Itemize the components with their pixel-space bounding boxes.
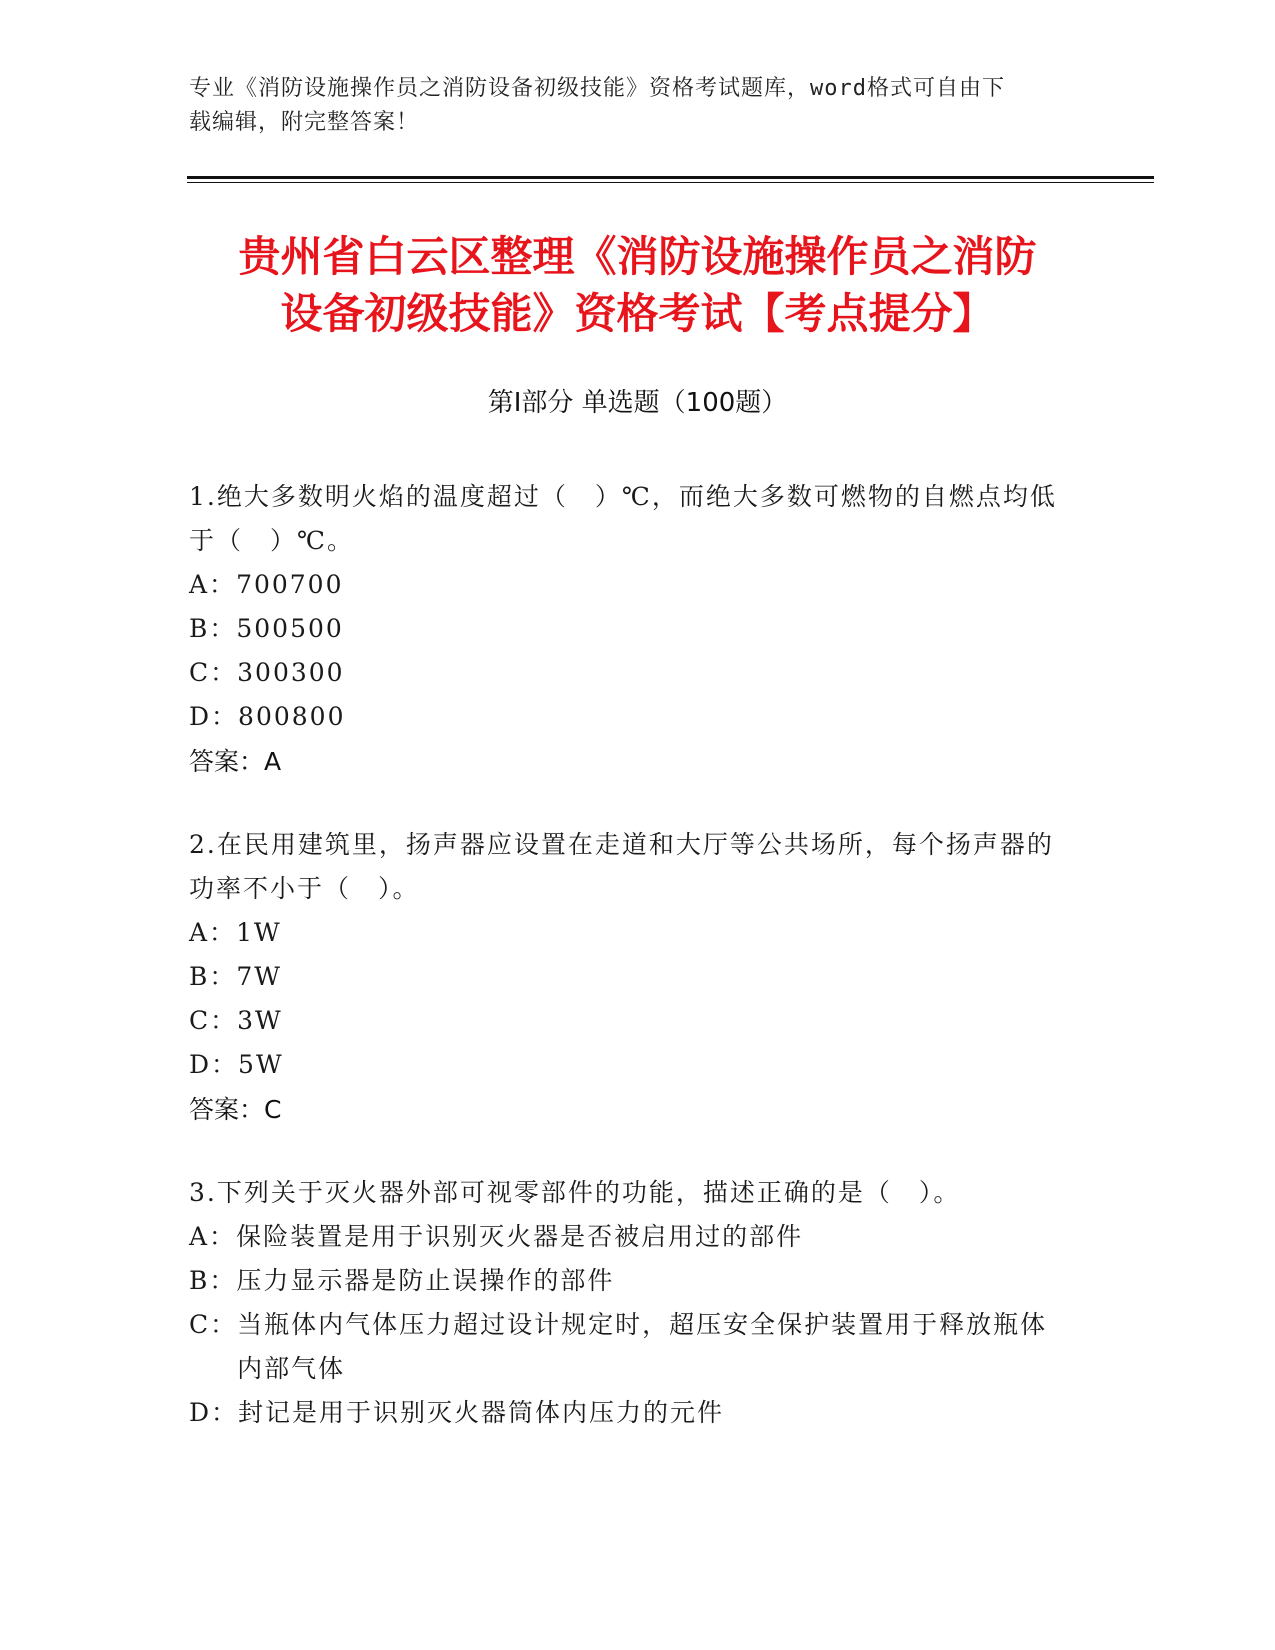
option-a xyxy=(189,563,1074,607)
option-letter: B： xyxy=(189,1266,237,1295)
question-list xyxy=(189,475,1074,1473)
option-text: 封记是用于识别灭火器筒体内压力的元件 xyxy=(238,1398,725,1427)
option-a xyxy=(189,1215,1074,1259)
question-1 xyxy=(189,475,1074,785)
option-letter: C： xyxy=(189,658,238,687)
option-text: 3W xyxy=(237,1006,283,1035)
option-d xyxy=(189,1043,1074,1087)
question-stem: 2.在民用建筑里，扬声器应设置在走道和大厅等公共场所，每个扬声器的功率不小于（ ）。 xyxy=(189,830,1054,903)
option-letter: A： xyxy=(189,570,237,599)
option-text: 5W xyxy=(238,1050,284,1079)
option-b xyxy=(189,607,1074,651)
option-text: 700700 xyxy=(236,570,344,599)
option-c xyxy=(189,651,1074,695)
option-text: 300300 xyxy=(237,658,345,687)
header-rule-thick xyxy=(187,176,1154,179)
document-title-line1: 贵州省白云区整理《消防设施操作员之消防 xyxy=(238,232,1037,281)
option-text: 当瓶体内气体压力超过设计规定时，超压安全保护装置用于释放瓶体内部气体 xyxy=(237,1310,1048,1383)
option-c xyxy=(189,999,1074,1043)
option-d xyxy=(189,1391,1074,1435)
option-letter: D： xyxy=(189,1398,239,1427)
option-text: 保险装置是用于识别灭火器是否被启用过的部件 xyxy=(236,1222,804,1251)
question-2 xyxy=(189,823,1074,1133)
option-b xyxy=(189,955,1074,999)
answer-value: C xyxy=(264,1095,282,1124)
option-letter: B： xyxy=(189,614,237,643)
option-letter: D： xyxy=(189,1050,239,1079)
option-text: 7W xyxy=(236,962,282,991)
option-letter: C： xyxy=(189,1310,238,1339)
question-3 xyxy=(189,1171,1074,1435)
option-a xyxy=(189,911,1074,955)
option-letter: A： xyxy=(189,918,237,947)
option-letter: D： xyxy=(189,702,239,731)
option-text: 1W xyxy=(236,918,282,947)
answer-value: A xyxy=(264,747,282,776)
option-text: 压力显示器是防止误操作的部件 xyxy=(236,1266,615,1295)
question-stem: 3.下列关于灭火器外部可视零部件的功能，描述正确的是（ ）。 xyxy=(189,1178,961,1207)
header-rule-thin xyxy=(187,182,1154,183)
answer-label: 答案： xyxy=(189,1095,265,1124)
option-d xyxy=(189,695,1074,739)
answer-line xyxy=(189,739,1074,785)
option-c xyxy=(189,1303,1074,1391)
header-note-line1: 专业《消防设施操作员之消防设备初级技能》资格考试题库，word格式可自由下 xyxy=(189,76,1005,101)
answer-label: 答案： xyxy=(189,747,265,776)
option-b xyxy=(189,1259,1074,1303)
section-title: 第Ⅰ部分 单选题（100题） xyxy=(487,388,788,418)
option-text: 500500 xyxy=(236,614,344,643)
option-letter: C： xyxy=(189,1006,238,1035)
document-title xyxy=(170,228,1105,342)
answer-line xyxy=(189,1087,1074,1133)
header-note xyxy=(189,72,1069,140)
option-text: 800800 xyxy=(238,702,346,731)
question-stem: 1.绝大多数明火焰的温度超过（ ）℃，而绝大多数可燃物的自燃点均低于（ ）℃。 xyxy=(189,482,1057,555)
header-note-line2: 载编辑，附完整答案！ xyxy=(189,110,420,135)
option-letter: B： xyxy=(189,962,237,991)
document-title-line2: 设备初级技能》资格考试【考点提分】 xyxy=(280,289,995,338)
option-letter: A： xyxy=(189,1222,237,1251)
